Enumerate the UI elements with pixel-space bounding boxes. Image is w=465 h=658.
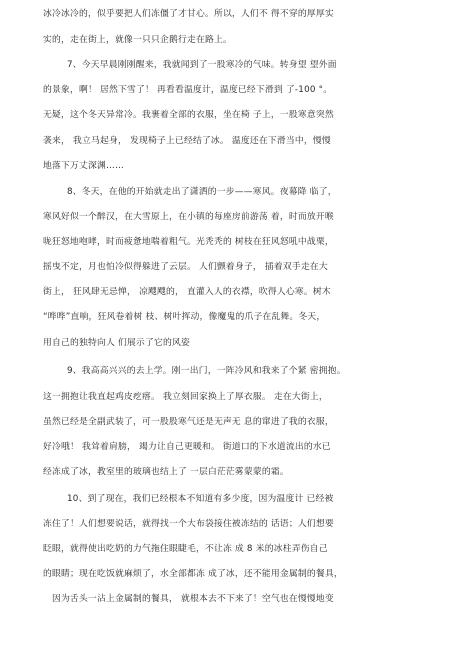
- text-line: 实的，走在街上，就像一只只企鹅行走在路上。: [43, 35, 232, 45]
- text-line: 的眼睛；现在吃饭就麻烦了，水全部都冻 成了冰，还不能用金属制的餐具，: [43, 569, 343, 579]
- text-line: 经冻成了冰，教室里的玻璃也结上了 一层白茫茫雾蒙蒙的霜。: [43, 467, 289, 477]
- text-line: 7、今天早晨刚刚醒来，我就闻到了一股寒冷的气味。转身望 望外面: [67, 60, 337, 70]
- text-line: 街上， 狂风肆无忌惮， 凉飕飕的， 直灌入人的衣襟，吹得人心寒。树木: [43, 287, 331, 297]
- text-line: 无疑，这个冬天异常冷。我裹着全部的衣服，坐在椅 子上，一股寒意突然: [43, 110, 334, 120]
- text-line: 用自己的独特向人 们展示了它的风姿: [43, 338, 190, 348]
- text-line: 虽然已经是全副武装了，可一股股寒气还是无声无 息的窜进了我的衣服，: [43, 417, 334, 427]
- text-line: 冻住了！人们想要说话，就得找一个大布袋接住被冻结的 话语；人们想要: [43, 519, 334, 529]
- text-line: 因为舌头一沾上金属制的餐具， 就根本去不下来了！空气也在慢慢地变: [52, 594, 334, 604]
- text-line: 这一拥抱让我直起鸡皮疙瘩。 我立刻回家换上了厚衣服。 走在大街上，: [43, 392, 328, 402]
- text-line: “哗哗”直响，狂风卷着树 枝、树叶挥动，像魔鬼的爪子在乱舞。冬天，: [43, 312, 326, 322]
- text-line: 袭来， 我立马起身， 发现椅子上已经结了冰。 温度还在下滑当中，慢慢: [43, 136, 331, 146]
- text-line: 9、我高高兴兴的去上学。刚一出门，一阵冷风和我来了个紧 密拥抱。: [67, 366, 346, 376]
- text-line: 8、冬天，在他的开始就走出了潇洒的一步——寒风。夜幕降 临了，: [67, 187, 337, 197]
- text-line: 咙狂怒地咆哮，时而疲惫地喘着粗气。光秃秃的 树枝在狂风怒吼中战栗，: [43, 237, 334, 247]
- text-line: 地落下万丈深渊……: [43, 161, 124, 171]
- text-line: 冰冷冰冷的，似乎要把人们冻僵了才甘心。所以，人们不 得不穿的厚厚实: [43, 9, 334, 19]
- text-line: 寒风好似一个醉汉，在大雪原上，在小镇的每座房前游荡 着，时而放开喉: [43, 212, 334, 222]
- text-line: 眨眼，就得使出吃奶的力气拖住眼睫毛，不让冻 成 8 米的冰柱弄伤自己: [43, 544, 328, 554]
- text-line: 好冷哦！ 我耸着肩膀， 竭力让自己更暖和。 街道口的下水道流出的水已: [43, 442, 331, 452]
- text-line: 10、到了现在，我们已经根本不知道有多少度，因为温度计 已经被: [67, 494, 334, 504]
- text-line: 摇曳不定，月也怕冷似得躲进了云层。 人们颤着身子， 插着双手走在大: [43, 262, 328, 272]
- text-line: 的景象，啊！ 居然下雪了！ 再看看温度计，温度已经下滑到 了-100 °。: [43, 85, 333, 95]
